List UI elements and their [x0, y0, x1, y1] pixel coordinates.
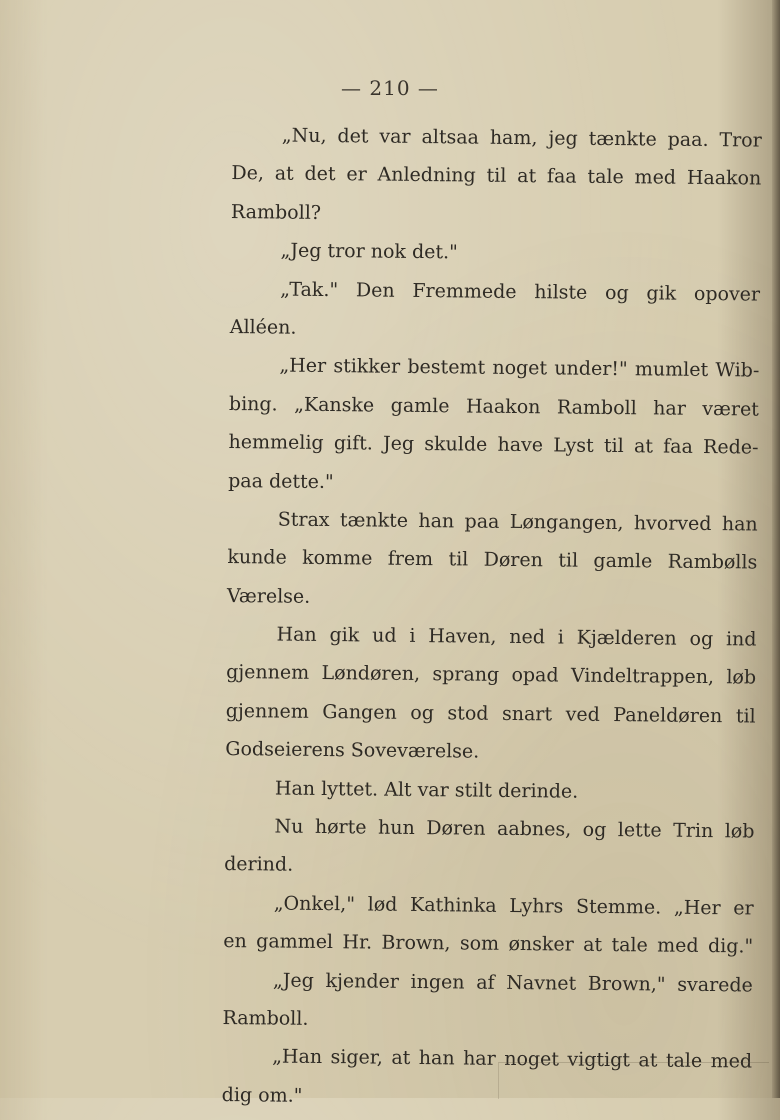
text-line: „Onkel," lød Kathinka Lyhrs Stemme. „Her er: [273, 892, 754, 920]
page-corner-mark: [498, 1062, 769, 1099]
text-line: Værelse.: [226, 584, 311, 608]
text-line: en gammel Hr. Brown, som ønsker at tale med dig.": [223, 930, 754, 958]
body-text: [222, 116, 762, 1120]
text-line: bing. „Kanske gamle Haakon Ramboll har været: [228, 392, 760, 421]
text-line: kunde komme frem til Døren til gamle Rambølls: [227, 546, 758, 574]
text-line: Strax tænkte han paa Løngangen, hvorved han: [277, 508, 758, 536]
text-line: gjennem Gangen og stod snart ved Paneldøren til: [225, 699, 756, 728]
text-line: „Nu, det var altsaa ham, jeg tænkte paa. Tror: [281, 124, 762, 152]
text-line: Han gik ud i Haven, ned i Kjælderen og ind: [276, 623, 757, 651]
text-line: derind.: [224, 853, 294, 877]
page-edge: [772, 0, 780, 1098]
text-line: Han lyttet. Alt var stilt derinde.: [274, 777, 579, 803]
text-line: „Han siger, at han har noget vigtigt at tale med: [272, 1045, 753, 1073]
text-line: hemmelig gift. Jeg skulde have Lyst til at faa Rede-: [228, 431, 759, 459]
text-line: „Tak." Den Fremmede hilste og gik opover: [280, 278, 761, 306]
text-line: Godseierens Soveværelse.: [225, 738, 480, 763]
text-line: dig om.": [221, 1083, 303, 1107]
text-line: „Jeg kjender ingen af Navnet Brown," svarede: [272, 969, 753, 997]
text-line: gjennem Løndøren, sprang opad Vindeltrappen, løb: [226, 661, 757, 689]
page-number: — 210 —: [341, 76, 439, 100]
text-line: „Jeg tror nok det.": [280, 239, 458, 264]
text-line: De, at det er Anledning til at faa tale med Haakon: [231, 162, 762, 190]
text-line: Ramboll.: [222, 1006, 309, 1030]
text-line: Alléen.: [229, 315, 297, 339]
text-line: paa dette.": [228, 469, 334, 493]
text-line: Ramboll?: [230, 200, 322, 224]
text-line: „Her stikker bestemt noget under!" mumlet Wib-: [279, 354, 760, 382]
text-line: Nu hørte hun Døren aabnes, og lette Trin løb: [274, 815, 755, 843]
